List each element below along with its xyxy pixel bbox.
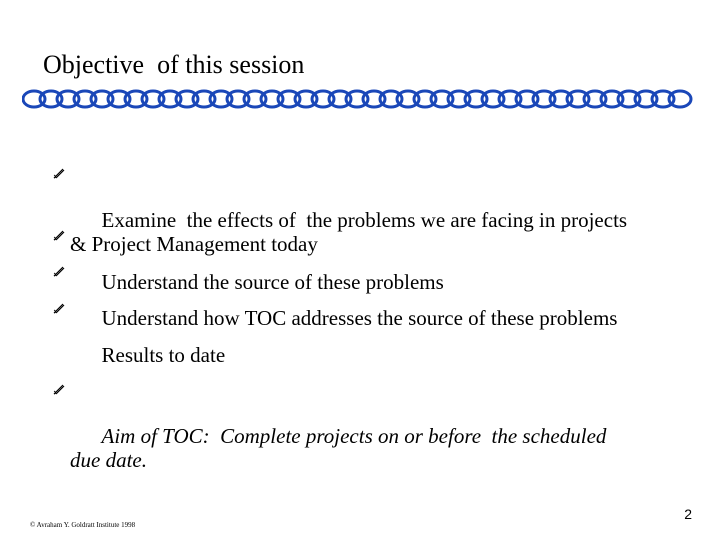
- bullet-text: Results to date: [101, 343, 226, 367]
- bullet-text: Understand the source of these problems: [101, 270, 444, 294]
- pen-writing-icon: [53, 167, 65, 179]
- pen-writing-icon: [53, 229, 65, 241]
- copyright-footer: © Avraham Y. Goldratt Institute 1998: [30, 521, 136, 529]
- bullet-text: Understand how TOC addresses the source of these problems: [101, 306, 618, 330]
- slide-title: Objective of this session: [43, 50, 305, 79]
- bullet-text: Examine the effects of the problems we are facing in projects & Project Management today: [70, 208, 628, 256]
- bullet-item-aim: [70, 376, 690, 496]
- pen-writing-icon: [53, 383, 65, 395]
- pen-writing-icon: [53, 265, 65, 277]
- bullet-text: Aim of TOC: Complete projects on or before the scheduled due date.: [70, 424, 607, 472]
- page-number: 2: [684, 506, 692, 522]
- pen-writing-icon: [53, 302, 65, 314]
